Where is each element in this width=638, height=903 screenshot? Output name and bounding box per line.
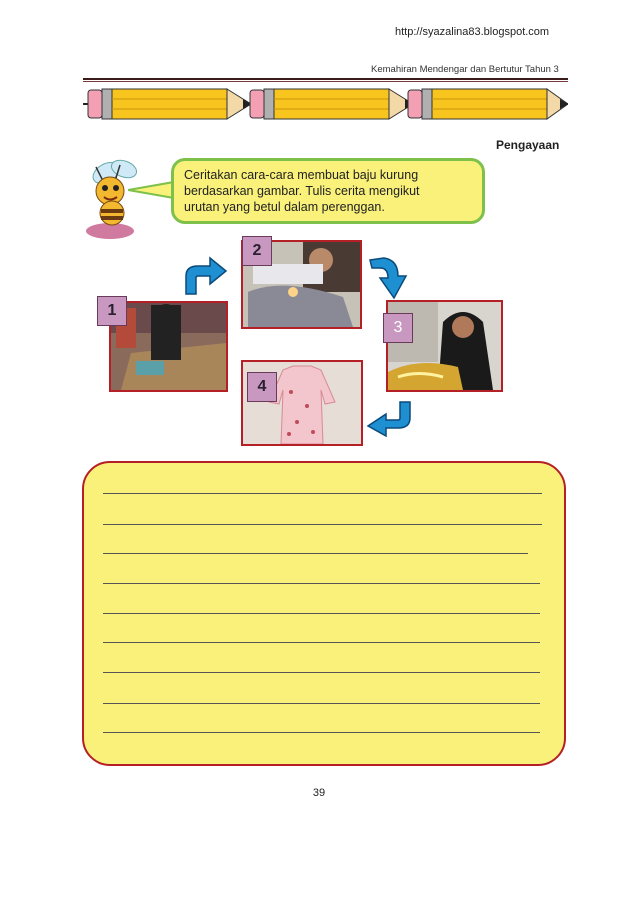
answer-line[interactable] [103,613,540,614]
pencil-banner [83,84,568,124]
arrow-left-icon [366,400,414,440]
answer-line[interactable] [103,732,540,733]
arrow-down-right-icon [368,256,410,300]
page-number: 39 [312,787,326,799]
arrow-right-up-icon [180,254,228,296]
answer-line[interactable] [103,583,540,584]
pencil-icon [250,89,413,119]
step-badge-3: 3 [383,313,413,343]
instruction-line: Ceritakan cara-cara membuat baju kurung [184,168,419,182]
answer-line[interactable] [103,524,542,525]
header-subject: Kemahiran Mendengar dan Bertutur Tahun 3 [371,64,559,75]
step-badge-4: 4 [247,372,277,402]
cutting-fabric-image [111,303,226,390]
header-url[interactable]: http://syazalina83.blogspot.com [395,26,550,38]
answer-line[interactable] [103,553,528,554]
instruction-bubble [171,158,485,224]
header-rule [83,78,568,80]
pencil-icon [408,89,568,119]
answer-line[interactable] [103,493,542,494]
answer-line[interactable] [103,703,540,704]
pencil-icon [88,89,251,119]
section-title: Pengayaan [496,138,560,152]
answer-line[interactable] [103,672,540,673]
instruction-line: berdasarkan gambar. Tulis cerita mengikut [184,184,420,198]
header-rule-thin [83,81,568,82]
step-badge-1: 1 [97,296,127,326]
answer-line[interactable] [103,642,540,643]
instruction-line: urutan yang betul dalam perenggan. [184,200,385,214]
step-badge-2: 2 [242,236,272,266]
